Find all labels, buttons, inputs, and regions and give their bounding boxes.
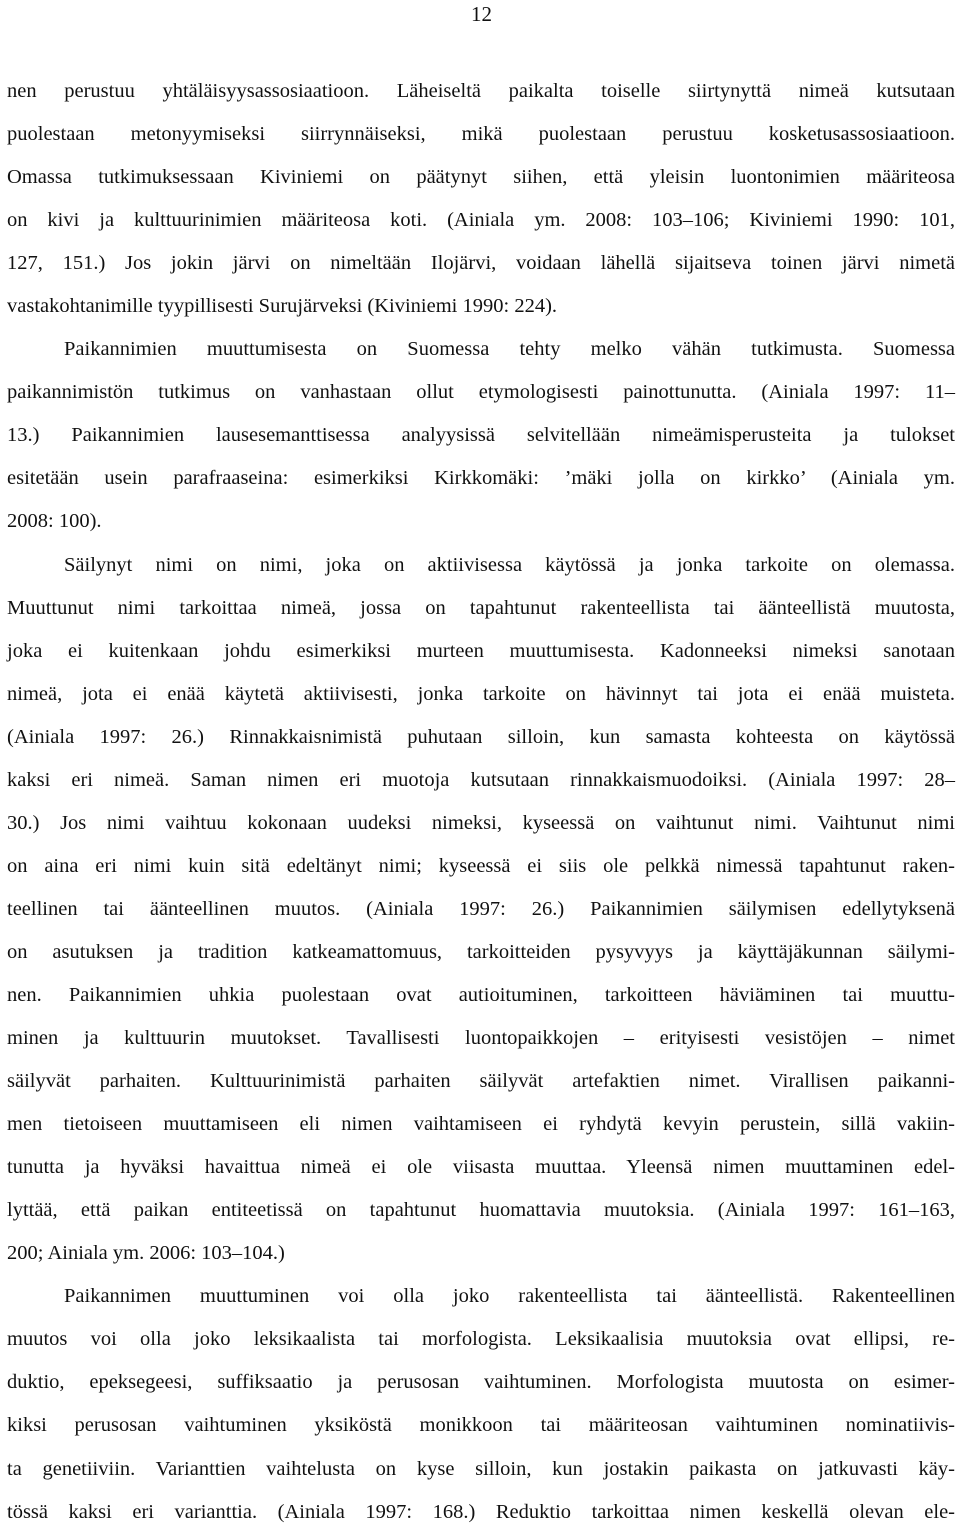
text-line: lyttää, että paikan entiteetissä on tapahtunut huomattavia muutoksia. (Ainiala 1997: 161–163, xyxy=(7,1199,955,1222)
body-text xyxy=(7,70,955,1534)
text-line: 2008: 100). xyxy=(7,510,102,533)
text-line: Muuttunut nimi tarkoittaa nimeä, jossa on tapahtunut rakenteellista tai äänteellistä muutosta, xyxy=(7,596,955,619)
text-line: paikannimistön tutkimus on vanhastaan ollut etymologisesti painottunutta. (Ainiala 1997: 11– xyxy=(7,381,955,404)
text-line: kiksi perusosan vaihtuminen yksiköstä monikkoon tai määriteosan vaihtuminen nominatiivis- xyxy=(7,1414,955,1437)
text-line: puolestaan metonyymiseksi siirrynnäiseksi, mikä puolestaan perustuu kosketusassosiaatioon. xyxy=(7,123,955,146)
text-line: tunutta ja hyväksi havaittua nimeä ei ole viisasta muuttaa. Yleensä nimen muuttaminen edel- xyxy=(7,1156,955,1179)
text-line: 127, 151.) Jos jokin järvi on nimeltään Ilojärvi, voidaan lähellä sijaitseva toinen järvi nimetä xyxy=(7,252,955,275)
text-line: säilyvät parhaiten. Kulttuurinimistä parhaiten säilyvät artefaktien nimet. Virallisen paikanni- xyxy=(7,1070,955,1093)
text-line: on asutuksen ja tradition katkeamattomuus, tarkoitteiden pysyvyys ja käyttäjäkunnan säilymi- xyxy=(7,940,955,963)
text-line: (Ainiala 1997: 26.) Rinnakkaisnimistä puhutaan silloin, kun samasta kohteesta on käytössä xyxy=(7,725,955,748)
text-line: nimeä, jota ei enää käytetä aktiivisesti, jonka tarkoite on hävinnyt tai jota ei enää muisteta. xyxy=(7,682,955,705)
text-line: men tietoiseen muuttamiseen eli nimen vaihtamiseen ei ryhdytä kevyin perustein, sillä vakiin- xyxy=(7,1113,955,1136)
text-line: teellinen tai äänteellinen muutos. (Ainiala 1997: 26.) Paikannimien säilymisen edellytyksenä xyxy=(7,897,955,920)
text-line: tössä kaksi eri varianttia. (Ainiala 1997: 168.) Reduktio tarkoittaa nimen keskellä olevan ele- xyxy=(7,1500,955,1523)
text-line: minen ja kulttuurin muutokset. Tavallisesti luontopaikkojen – erityisesti vesistöjen – nimet xyxy=(7,1027,955,1050)
text-line: esitetään usein parafraaseina: esimerkiksi Kirkkomäki: ’mäki jolla on kirkko’ (Ainiala ym. xyxy=(7,467,955,490)
text-line: joka ei kuitenkaan johdu esimerkiksi murteen muuttumisesta. Kadonneeksi nimeksi sanotaan xyxy=(7,639,955,662)
text-line: muutos voi olla joko leksikaalista tai morfologista. Leksikaalisia muutoksia ovat ellipsi, re- xyxy=(7,1328,955,1351)
text-line: Omassa tutkimuksessaan Kiviniemi on päätynyt siihen, että yleisin luontonimien määriteosa xyxy=(7,166,955,189)
text-line: duktio, epeksegeesi, suffiksaatio ja perusosan vaihtuminen. Morfologista muutosta on esimer- xyxy=(7,1371,955,1394)
page-number: 12 xyxy=(471,2,492,26)
text-line: on kivi ja kulttuurinimien määriteosa koti. (Ainiala ym. 2008: 103–106; Kiviniemi 1990: 101, xyxy=(7,209,955,232)
text-line: Paikannimen muuttuminen voi olla joko rakenteellista tai äänteellistä. Rakenteellinen xyxy=(64,1285,955,1308)
text-line: ta genetiiviin. Varianttien vaihtelusta on kyse silloin, kun jostakin paikasta on jatkuvasti käy- xyxy=(7,1457,955,1480)
text-line: 200; Ainiala ym. 2006: 103–104.) xyxy=(7,1242,285,1265)
text-line: vastakohtanimille tyypillisesti Surujärveksi (Kiviniemi 1990: 224). xyxy=(7,295,558,318)
text-line: kaksi eri nimeä. Saman nimen eri muotoja kutsutaan rinnakkaismuodoiksi. (Ainiala 1997: 28– xyxy=(7,768,955,791)
text-line: 13.) Paikannimien lausesemanttisessa analyysissä selvitellään nimeämisperusteita ja tulokset xyxy=(7,424,955,447)
text-line: nen perustuu yhtäläisyysassosiaatioon. Läheiseltä paikalta toiselle siirtynyttä nimeä kutsutaan xyxy=(7,80,955,102)
text-line: 30.) Jos nimi vaihtuu kokonaan uudeksi nimeksi, kyseessä on vaihtunut nimi. Vaihtunut nimi xyxy=(7,811,955,834)
text-line: Paikannimien muuttumisesta on Suomessa tehty melko vähän tutkimusta. Suomessa xyxy=(64,338,955,361)
text-line: on aina eri nimi kuin sitä edeltänyt nimi; kyseessä ei siis ole pelkkä nimessä tapahtunut raken- xyxy=(7,854,955,877)
text-line: nen. Paikannimien uhkia puolestaan ovat autioituminen, tarkoitteen häviäminen tai muuttu- xyxy=(7,983,955,1006)
text-line: Säilynyt nimi on nimi, joka on aktiivisessa käytössä ja jonka tarkoite on olemassa. xyxy=(64,553,955,576)
